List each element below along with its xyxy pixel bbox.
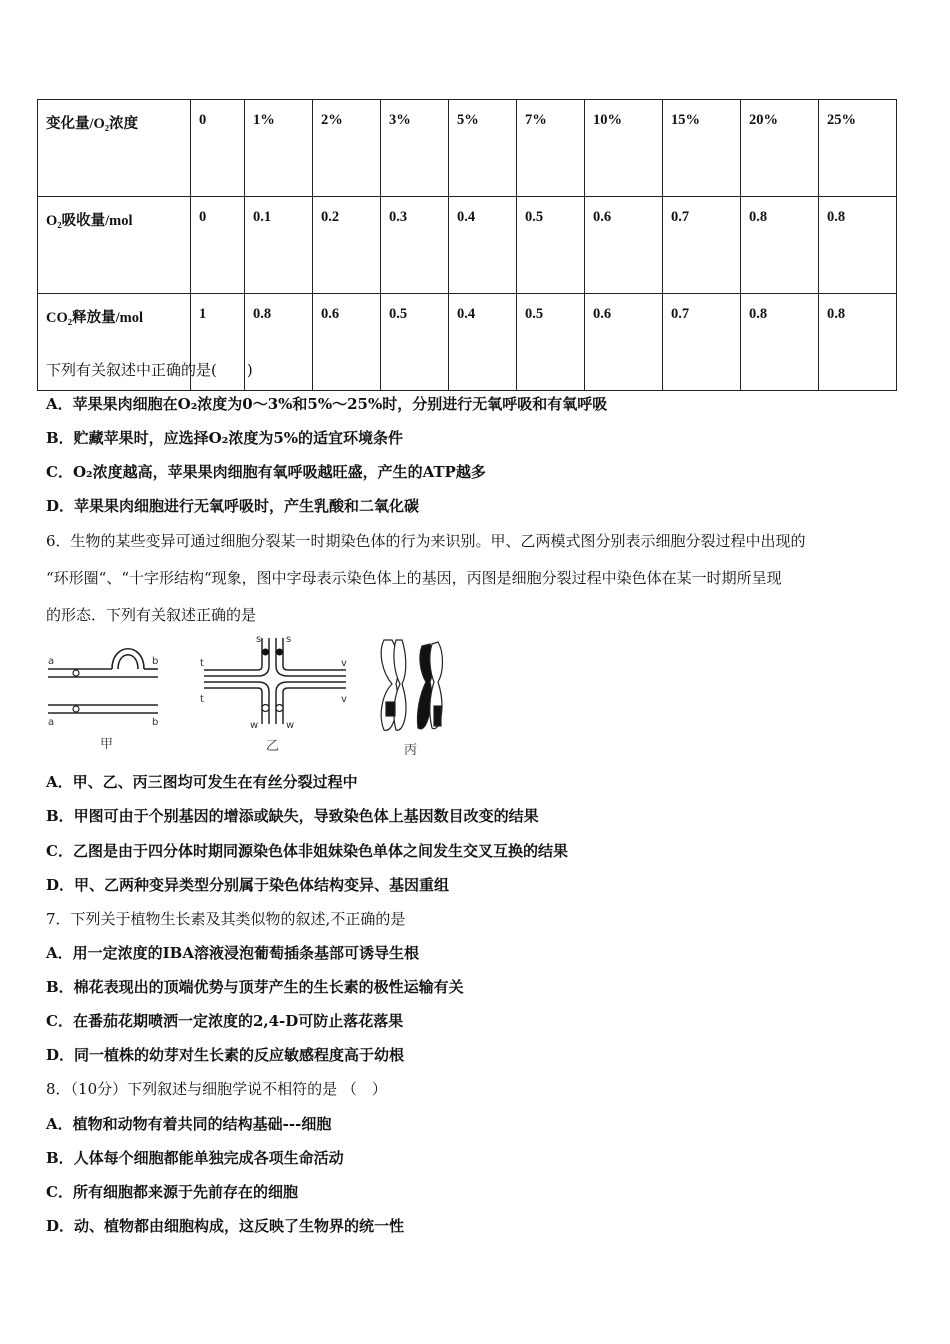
gene-label: a [48, 717, 55, 728]
caption-bing: 丙 [404, 743, 418, 758]
table-cell: 1 [191, 294, 245, 391]
table-cell: 0.8 [741, 197, 819, 294]
q7-option-c: C．在番茄花期喷洒一定浓度的2,4-D可防止落花落果 [46, 1012, 404, 1030]
table-cell: 25% [819, 100, 897, 197]
q8-option-c: C．所有细胞都来源于先前存在的细胞 [46, 1183, 298, 1201]
figure-yi [196, 632, 356, 760]
gene-label: w [286, 720, 295, 731]
gene-label: b [152, 717, 159, 728]
table-cell: 7% [517, 100, 585, 197]
q7-option-a: A．用一定浓度的IBA溶液浸泡葡萄插条基部可诱导生根 [46, 944, 419, 962]
table-cell: 0 [191, 100, 245, 197]
gene-label: b [152, 656, 159, 667]
table-header-row [38, 100, 897, 197]
gene-label: v [341, 694, 347, 705]
table-cell: 0.5 [517, 294, 585, 391]
caption-yi: 乙 [266, 739, 280, 754]
q6-stem-line3: 的形态．下列有关叙述正确的是 [46, 606, 257, 624]
table-cell: 0.8 [741, 294, 819, 391]
table-cell: 10% [585, 100, 663, 197]
gene-label: t [200, 658, 204, 669]
table-cell: 0.6 [585, 294, 663, 391]
q8-option-d: D．动、植物都由细胞构成，这反映了生物界的统一性 [46, 1217, 405, 1235]
gene-label: w [250, 720, 259, 731]
q8-stem: 8．（10分）下列叙述与细胞学说不相符的是 （ ） [46, 1080, 387, 1098]
table-cell: CO₂释放量/mol [38, 294, 191, 391]
table-cell: 0.4 [449, 197, 517, 294]
q6-stem-line2: “环形圈“、“十字形结构“现象，图中字母表示染色体上的基因，丙图是细胞分裂过程中染色体在某一时期所呈现 [46, 569, 782, 587]
table-cell: 0.8 [819, 294, 897, 391]
table-cell: 1% [245, 100, 313, 197]
q7-option-d: D．同一植株的幼芽对生长素的反应敏感程度高于幼根 [46, 1046, 405, 1064]
oxygen-data-table [37, 99, 897, 391]
table-cell: 0.5 [381, 294, 449, 391]
q6-option-a: A．甲、乙、丙三图均可发生在有丝分裂过程中 [46, 773, 358, 791]
q6-option-b: B．甲图可由于个别基因的增添或缺失，导致染色体上基因数目改变的结果 [46, 807, 539, 825]
table-cell: 0.8 [819, 197, 897, 294]
gene-label: a [48, 656, 55, 667]
gene-label: s [286, 634, 292, 645]
table-cell: 0.8 [245, 294, 313, 391]
gene-label: s [256, 634, 262, 645]
q7-option-b: B．棉花表现出的顶端优势与顶芽产生的生长素的极性运输有关 [46, 978, 464, 996]
table-cell: 0.1 [245, 197, 313, 294]
table-cell: 0.2 [313, 197, 381, 294]
q6-option-c: C．乙图是由于四分体时期同源染色体非姐妹染色单体之间发生交叉互换的结果 [46, 842, 568, 860]
q5-stem: 下列有关叙述中正确的是( ) [46, 361, 253, 379]
table-cell: 变化量/O₂浓度 [38, 100, 191, 197]
table-cell: 0.5 [517, 197, 585, 294]
gene-label: v [341, 658, 347, 669]
table-cell: 20% [741, 100, 819, 197]
chromosome-figures [40, 632, 460, 760]
q5-option-a: A．苹果果肉细胞在O₂浓度为0～3%和5%～25%时，分别进行无氧呼吸和有氧呼吸 [46, 395, 608, 413]
table-cell: 15% [663, 100, 741, 197]
figure-bing [374, 632, 454, 760]
q7-stem: 7．下列关于植物生长素及其类似物的叙述,不正确的是 [46, 910, 406, 928]
q5-option-b: B．贮藏苹果时，应选择O₂浓度为5%的适宜环境条件 [46, 429, 404, 447]
table-cell: 0.7 [663, 197, 741, 294]
table-cell: 0.4 [449, 294, 517, 391]
data-table-wrapper [37, 99, 897, 391]
table-cell: 2% [313, 100, 381, 197]
q6-option-d: D．甲、乙两种变异类型分别属于染色体结构变异、基因重组 [46, 876, 450, 894]
table-cell: 0.6 [585, 197, 663, 294]
q5-option-c: C．O₂浓度越高，苹果果肉细胞有氧呼吸越旺盛，产生的ATP越多 [46, 463, 486, 481]
table-cell: 0.3 [381, 197, 449, 294]
q8-option-a: A．植物和动物有着共同的结构基础---细胞 [46, 1115, 332, 1133]
q5-option-d: D．苹果果肉细胞进行无氧呼吸时，产生乳酸和二氧化碳 [46, 497, 420, 515]
q6-stem-line1: 6．生物的某些变异可通过细胞分裂某一时期染色体的行为来识别。甲、乙两模式图分别表示细胞分裂过程中出现的 [46, 532, 806, 550]
caption-jia: 甲 [100, 737, 114, 752]
q8-option-b: B．人体每个细胞都能单独完成各项生命活动 [46, 1149, 344, 1167]
gene-label: t [200, 694, 204, 705]
table-cell: O₂吸收量/mol [38, 197, 191, 294]
table-cell: 5% [449, 100, 517, 197]
table-cell: 0.7 [663, 294, 741, 391]
figure-jia [40, 632, 170, 760]
table-row [38, 197, 897, 294]
table-cell: 0.6 [313, 294, 381, 391]
table-cell: 0 [191, 197, 245, 294]
table-cell: 3% [381, 100, 449, 197]
